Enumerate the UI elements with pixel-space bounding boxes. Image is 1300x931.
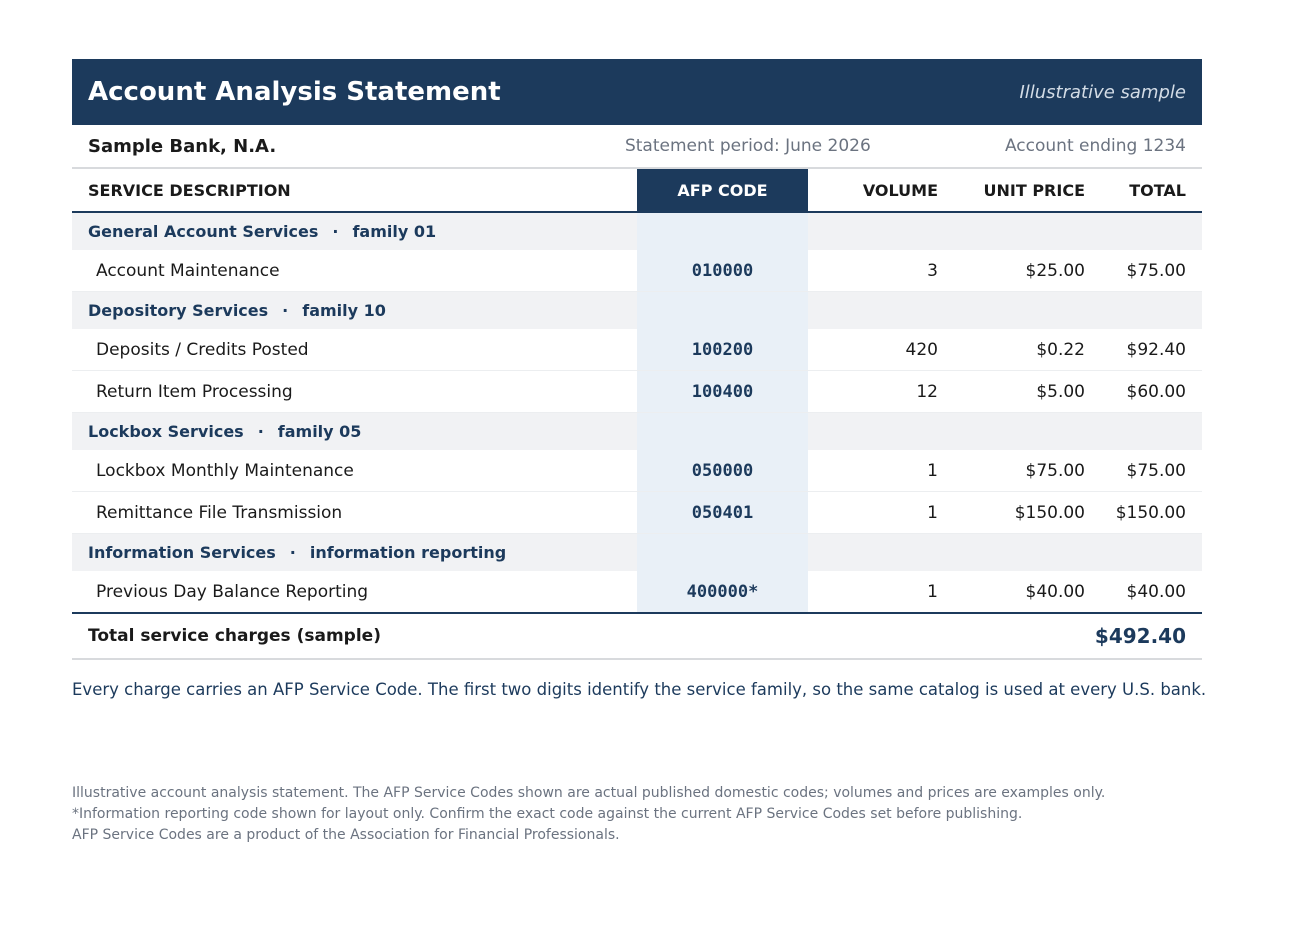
family-afp-cell [637,212,808,250]
unit-price: $5.00 [938,371,1085,413]
column-header-afp-code: AFP CODE [637,169,808,212]
statement-banner [72,59,1202,125]
family-row [72,413,1202,451]
family-code: family 05 [277,422,362,441]
family-separator: · [289,543,296,562]
afp-code: 100400 [637,371,808,413]
service-description: Return Item Processing [72,371,637,413]
table-row [72,329,1202,371]
volume: 3 [808,250,938,292]
unit-price: $25.00 [938,250,1085,292]
family-separator: · [282,301,289,320]
table-row [72,250,1202,292]
volume: 12 [808,371,938,413]
column-header-description: SERVICE DESCRIPTION [72,169,637,212]
afp-code: 400000* [637,571,808,613]
family-row [72,292,1202,330]
family-name: Lockbox Services [88,422,244,441]
line-total: $92.40 [1085,329,1202,371]
family-name: Information Services [88,543,276,562]
family-empty-cell [1085,534,1202,572]
line-total: $75.00 [1085,450,1202,492]
family-afp-cell [637,292,808,330]
total-label: Total service charges (sample) [88,626,381,646]
family-empty-cell [808,534,938,572]
table-row [72,371,1202,413]
family-code: information reporting [309,543,507,562]
family-afp-cell [637,413,808,451]
service-description: Lockbox Monthly Maintenance [72,450,637,492]
family-empty-cell [1085,413,1202,451]
service-charges-table [72,169,1202,614]
volume: 1 [808,492,938,534]
family-label [72,212,637,250]
family-name: Depository Services [88,301,269,320]
service-description: Deposits / Credits Posted [72,329,637,371]
unit-price: $40.00 [938,571,1085,613]
family-empty-cell [808,212,938,250]
column-header-volume: VOLUME [808,169,938,212]
service-description: Previous Day Balance Reporting [72,571,637,613]
family-separator: · [257,422,264,441]
total-row [72,614,1202,660]
family-label [72,292,637,330]
line-total: $60.00 [1085,371,1202,413]
table-row [72,492,1202,534]
service-description: Remittance File Transmission [72,492,637,534]
volume: 1 [808,571,938,613]
unit-price: $75.00 [938,450,1085,492]
family-code: family 10 [302,301,386,320]
family-empty-cell [808,413,938,451]
family-label [72,413,637,451]
family-name: General Account Services [88,222,319,241]
footnote: AFP Service Codes are a product of the Association for Financial Professionals. [72,827,620,843]
footnotes [72,783,1105,846]
sample-note: Illustrative sample [1019,81,1186,103]
footnote: Illustrative account analysis statement. The AFP Service Codes shown are actual published domestic codes; volumes and prices are examples only. [72,785,1106,801]
family-empty-cell [938,534,1085,572]
line-total: $150.00 [1085,492,1202,534]
statement-meta [72,125,1202,169]
table-body [72,212,1202,613]
family-separator: · [332,222,339,241]
afp-code: 100200 [637,329,808,371]
family-row [72,212,1202,250]
account-number: Account ending 1234 [1004,136,1186,156]
family-empty-cell [1085,292,1202,330]
afp-code: 050000 [637,450,808,492]
unit-price: $0.22 [938,329,1085,371]
statement-title: Account Analysis Statement [88,77,501,107]
table-header-row [72,169,1202,212]
family-empty-cell [938,413,1085,451]
family-row [72,534,1202,572]
column-header-unit-price: UNIT PRICE [938,169,1085,212]
family-afp-cell [637,534,808,572]
total-value: $492.40 [1094,624,1186,648]
volume: 1 [808,450,938,492]
bank-name: Sample Bank, N.A. [88,135,277,157]
line-total: $40.00 [1085,571,1202,613]
table-row [72,571,1202,613]
afp-code: 050401 [637,492,808,534]
family-empty-cell [1085,212,1202,250]
volume: 420 [808,329,938,371]
statement-period: Statement period: June 2026 [624,136,871,156]
line-total: $75.00 [1085,250,1202,292]
account-analysis-statement [72,59,1202,660]
footnote: *Information reporting code shown for layout only. Confirm the exact code against the current AFP Service Codes set before publishing. [72,806,1023,822]
table-row [72,450,1202,492]
family-empty-cell [938,212,1085,250]
family-empty-cell [938,292,1085,330]
afp-code: 010000 [637,250,808,292]
family-code: family 01 [352,222,437,241]
family-label [72,534,637,572]
unit-price: $150.00 [938,492,1085,534]
afp-explanation: Every charge carries an AFP Service Code. The first two digits identify the service family, so the same catalog is used at every U.S. bank. [72,680,1207,699]
column-header-total: TOTAL [1085,169,1202,212]
family-empty-cell [808,292,938,330]
service-description: Account Maintenance [72,250,637,292]
